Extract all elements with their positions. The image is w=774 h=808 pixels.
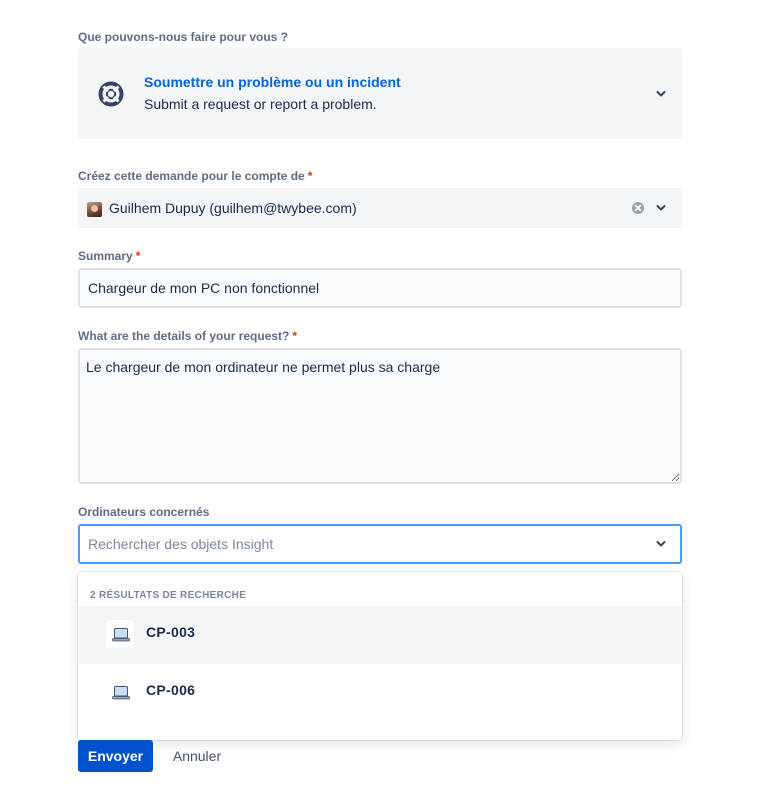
summary-label: Summary * — [78, 249, 141, 263]
summary-input[interactable] — [78, 268, 682, 308]
required-marker: * — [307, 169, 313, 183]
lifebuoy-icon — [98, 81, 124, 107]
laptop-icon — [112, 686, 130, 700]
required-marker: * — [135, 249, 141, 263]
on-behalf-value: Guilhem Dupuy (guilhem@twybee.com) — [109, 200, 357, 216]
computers-label: Ordinateurs concernés — [78, 505, 210, 519]
chevron-down-icon[interactable] — [656, 203, 666, 213]
laptop-icon — [112, 628, 130, 642]
result-label: CP-006 — [146, 682, 196, 698]
result-label: CP-003 — [146, 624, 196, 640]
result-option-cp-006[interactable] — [78, 664, 682, 722]
details-label: What are the details of your request? * — [78, 329, 298, 343]
request-type-title: Soumettre un problème ou un incident — [144, 74, 401, 90]
request-type-label: Que pouvons-nous faire pour vous ? — [78, 30, 289, 44]
insight-search-select[interactable] — [78, 524, 682, 564]
avatar — [87, 202, 102, 217]
required-marker: * — [292, 329, 298, 343]
search-results-menu — [78, 572, 682, 740]
submit-button[interactable]: Envoyer — [78, 740, 153, 772]
request-type-select[interactable] — [78, 48, 682, 139]
insight-search-placeholder: Rechercher des objets Insight — [88, 536, 274, 552]
request-type-description: Submit a request or report a problem. — [144, 96, 377, 112]
on-behalf-label: Créez cette demande pour le compte de * — [78, 169, 313, 183]
result-option-cp-003[interactable] — [78, 606, 682, 664]
clear-icon[interactable] — [632, 202, 644, 214]
on-behalf-select[interactable] — [78, 188, 682, 228]
chevron-down-icon[interactable] — [656, 539, 666, 549]
details-textarea[interactable] — [78, 348, 682, 484]
cancel-button[interactable]: Annuler — [162, 740, 232, 772]
chevron-down-icon[interactable] — [656, 89, 666, 99]
results-heading: 2 RÉSULTATS DE RECHERCHE — [90, 590, 247, 601]
